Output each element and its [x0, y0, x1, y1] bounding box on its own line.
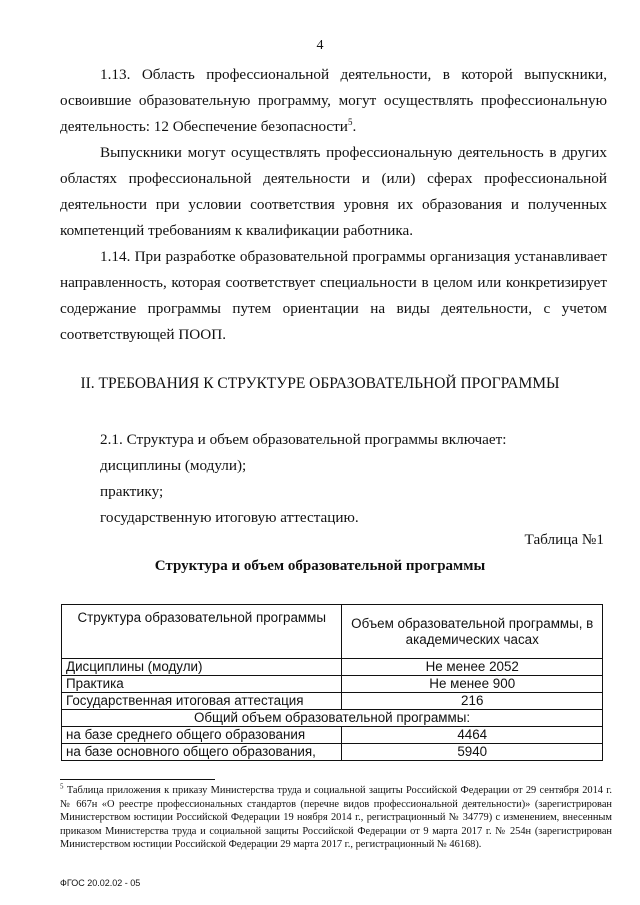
paragraph-graduates	[60, 140, 607, 244]
footnote-text: Таблица приложения к приказу Министерства труда и социальной защиты Российской Федерации от 29 сентября 2014 г. № 667н «О реестре профессиональных стандартов (перечне видов профессиональной деятельности)» (зарегистрирован Министерством юстиции Российской Федерации 19 ноября 2014 г., регистрационный № 34779) с изменением, внесенным приказом Министерства труда и социальной защиты Российской Федерации от 9 марта 2017 г. № 254н (зарегистрирован Министерством юстиции Российской Федерации 29 марта 2017 г., регистрационный № 46168).	[60, 785, 612, 851]
footnote	[60, 784, 612, 852]
header-cell: Структура образовательной программы	[62, 605, 342, 659]
table-cell: Государственная итоговая аттестация	[62, 693, 342, 710]
structure-table	[61, 604, 603, 761]
footnote-ref: 5	[347, 116, 353, 127]
list-item: государственную итоговую аттестацию.	[100, 509, 359, 526]
table-cell: 216	[342, 693, 603, 710]
footer-code: ФГОС 20.02.02 - 05	[60, 878, 141, 888]
total-label: Общий объем образовательной программы:	[62, 710, 603, 727]
table-cell: на базе среднего общего образования	[62, 727, 342, 744]
table-cell: Практика	[62, 676, 342, 693]
table-cell: Дисциплины (модули)	[62, 659, 342, 676]
table-row	[62, 693, 603, 710]
table-cell: 5940	[342, 744, 603, 761]
table-cell: 4464	[342, 727, 603, 744]
paragraph-1-14	[60, 244, 607, 348]
list-item: дисциплины (модули);	[100, 457, 247, 474]
table-title: Структура и объем образовательной программы	[154, 558, 486, 574]
paragraph-1-13	[60, 62, 607, 140]
table-total-row	[62, 710, 603, 727]
paragraph-1-13-text: 1.13. Область профессиональной деятельности, в которой выпускники, освоившие образовательную программу, могут осуществлять профессиональную деятельность: 12 Обеспечение безопасности	[60, 66, 607, 135]
table-cell: Не менее 2052	[342, 659, 603, 676]
table-row	[62, 744, 603, 761]
list-intro: 2.1. Структура и объем образовательной программы включает:	[100, 431, 507, 448]
table-row	[62, 727, 603, 744]
paragraph-graduates-text: Выпускники могут осуществлять профессиональную деятельность в других областях профессиональной деятельности и (или) сферах профессиональной деятельности при условии соответствия уровня их образования и полученных компетенций требованиям к квалификации работника.	[60, 144, 607, 239]
table-row	[62, 676, 603, 693]
table-row	[62, 659, 603, 676]
list-item: практику;	[100, 483, 164, 500]
table-number: Таблица №1	[524, 531, 604, 548]
table-cell: Не менее 900	[342, 676, 603, 693]
paragraph-1-13-end: .	[352, 118, 357, 135]
page-number: 4	[316, 38, 324, 53]
section-heading: II. ТРЕБОВАНИЯ К СТРУКТУРЕ ОБРАЗОВАТЕЛЬНОЙ ПРОГРАММЫ	[80, 375, 560, 392]
header-cell: Объем образовательной программы, в академических часах	[342, 605, 603, 659]
paragraph-1-14-text: 1.14. При разработке образовательной программы организация устанавливает направленность, которая соответствует специальности в целом или конкретизирует содержание программы путем ориентации на виды деятельности, с учетом соответствующей ПООП.	[60, 248, 607, 343]
footnote-separator	[60, 779, 215, 780]
table-cell: на базе основного общего образования,	[62, 744, 342, 761]
footnote-mark: 5	[60, 782, 64, 791]
table-header-row	[62, 605, 603, 659]
